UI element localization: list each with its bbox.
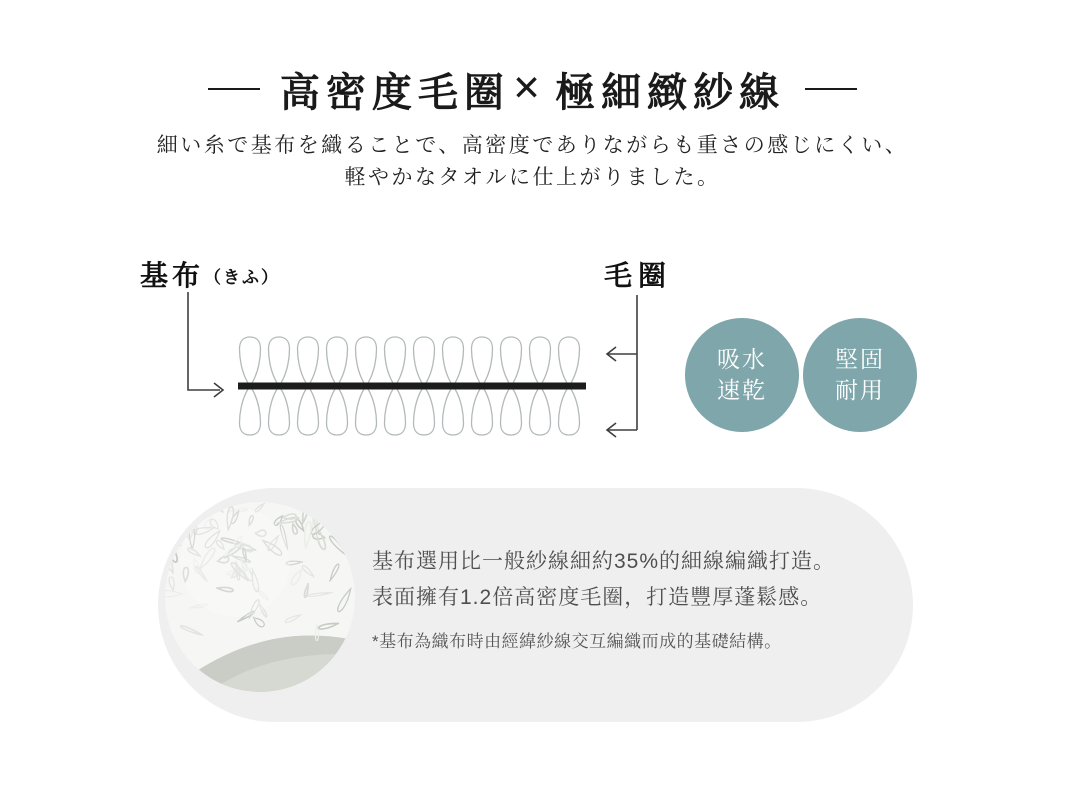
info-line-1: 基布選用比一般紗線細約35%的細線編織打造。 [372,550,836,573]
badge-1-line-2: 速乾 [717,377,767,403]
pile-loop-label: 毛圈 [604,260,673,291]
base-fabric-reading: （きふ） [204,268,281,287]
title-right-dash [805,88,857,90]
info-footnote: *基布為織布時由經緯紗線交互編織而成的基礎結構。 [372,632,782,651]
info-card-text [372,544,835,654]
title-left-part: 高密度毛圈 [279,69,510,115]
badge-absorbent-quickdry [685,318,799,432]
multiply-symbol: ✕ [511,69,548,108]
badge-1-line-1: 吸水 [717,346,767,372]
terry-weave-diagram [150,283,670,453]
subtitle-line-2: 軽やかなタオルに仕上がりました。 [344,165,721,189]
page-title [280,61,785,118]
badge-2-line-1: 堅固 [835,346,885,372]
base-fabric-pointer-line [188,292,220,390]
subtitle [0,129,1065,193]
title-left-dash [208,88,260,90]
info-line-2: 表面擁有1.2倍高密度毛圈，打造豐厚蓬鬆感。 [372,586,823,609]
badge-2-line-2: 耐用 [835,377,885,403]
towel-photo [165,502,355,692]
page-title-row [0,64,1065,114]
base-fabric-label-text: 基布 [140,260,205,291]
badge-sturdy-durable [803,318,917,432]
title-right-part: 極細緻紗線 [555,69,786,115]
subtitle-line-1: 細い糸で基布を織ることで、高密度でありながらも重さの感じにくい、 [156,133,909,157]
